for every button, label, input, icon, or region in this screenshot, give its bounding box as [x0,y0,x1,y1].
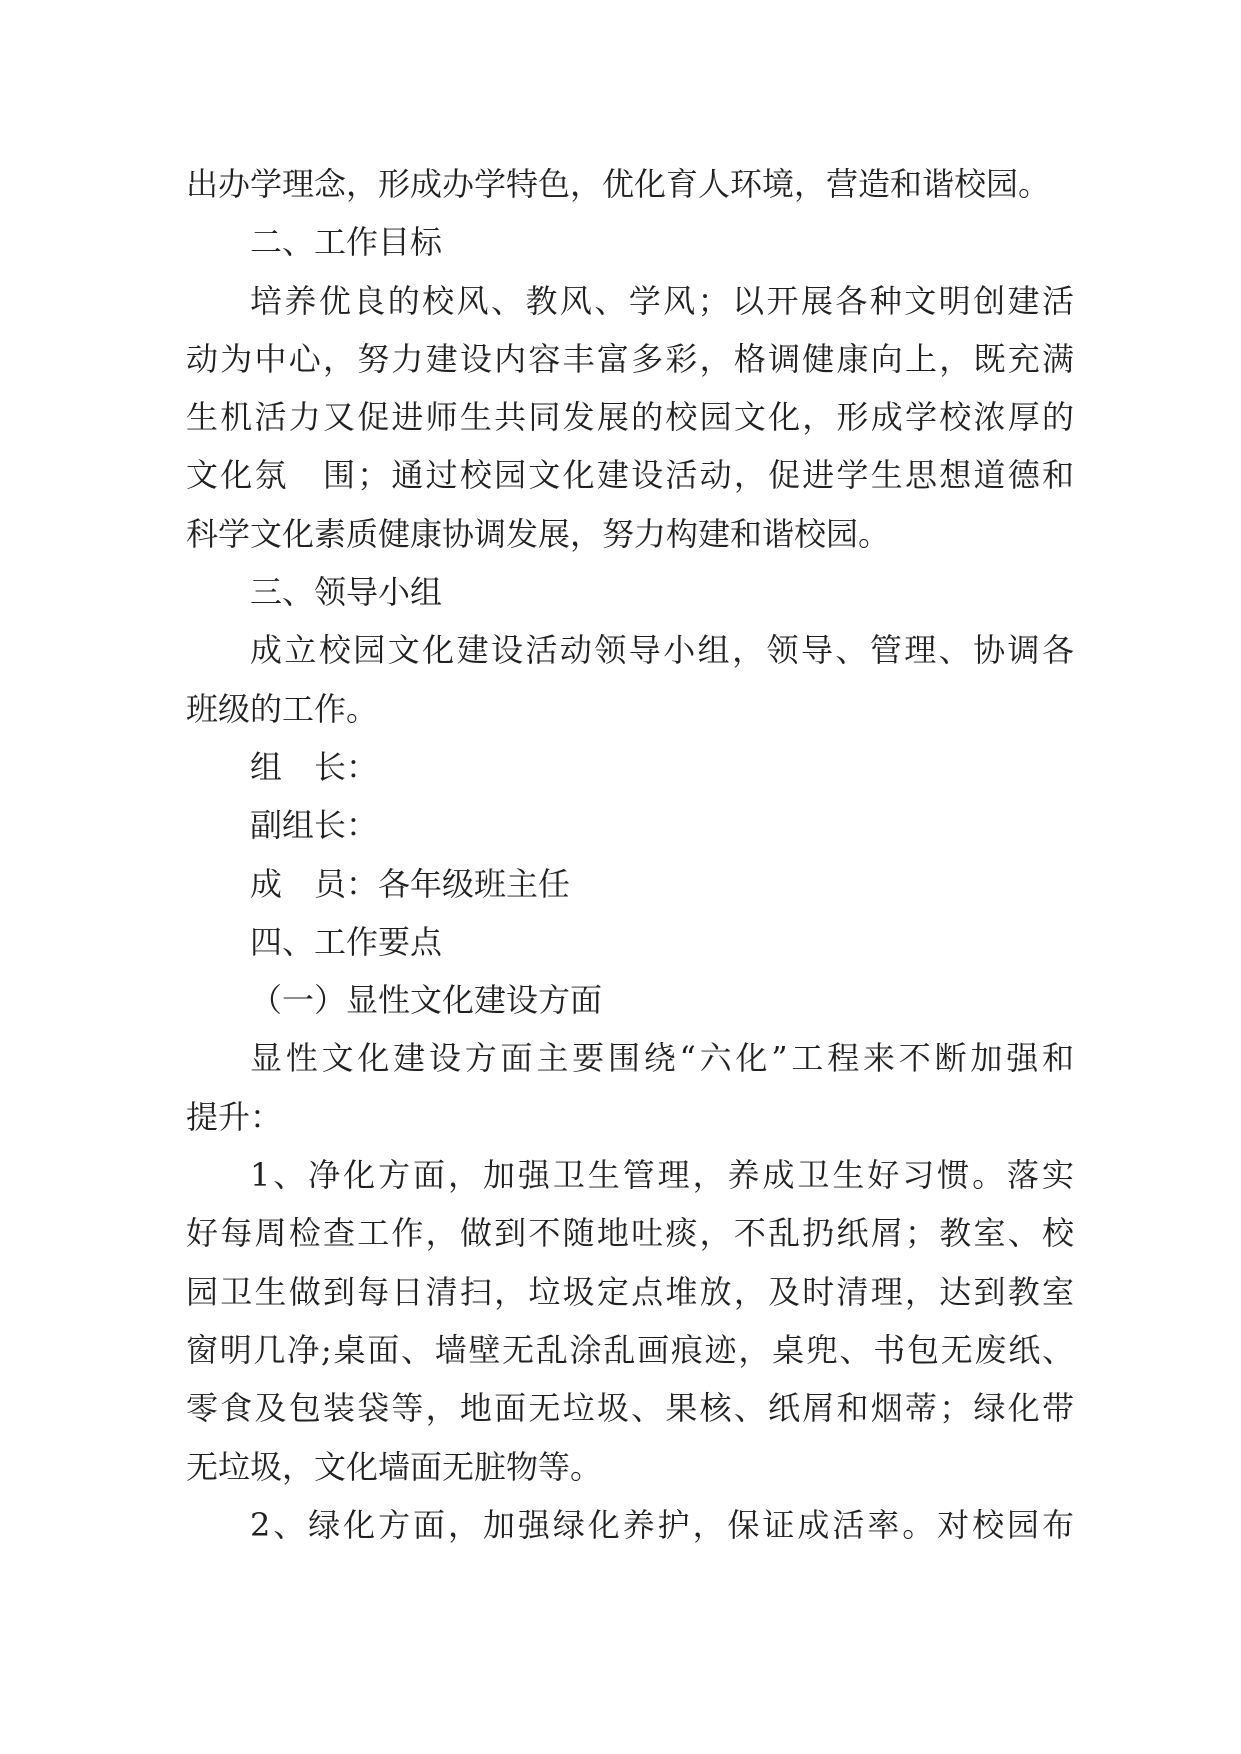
text-line: 培养优良的校风、教风、学风；以开展各种文明创建活 [250,281,1074,320]
text-line: 成立校园文化建设活动领导小组，领导、管理、协调各 [250,631,1074,670]
text-line: 副组长： [250,806,379,845]
text-line: 文化氛 围；通过校园文化建设活动，促进学生思想道德和 [186,456,1074,495]
text-line: 零食及包装袋等，地面无垃圾、果核、纸屑和烟蒂；绿化带 [186,1389,1074,1428]
text-line: 生机活力又促进师生共同发展的校园文化，形成学校浓厚的 [186,398,1074,437]
text-line: 园卫生做到每日清扫，垃圾定点堆放，及时清理，达到教室 [186,1272,1074,1311]
text-line: 动为中心，努力建设内容丰富多彩，格调健康向上，既充满 [186,339,1074,378]
text-line: 成 员：各年级班主任 [250,864,571,903]
text-line: 出办学理念，形成办学特色，优化育人环境，营造和谐校园。 [186,165,1051,203]
text-line: 二、工作目标 [250,223,443,262]
text-line: 2、绿化方面，加强绿化养护，保证成活率。对校园布 [250,1505,1074,1544]
text-line: 班级的工作。 [186,689,379,728]
text-line: 好每周检查工作，做到不随地吐痰，不乱扔纸屑；教室、校 [186,1214,1074,1253]
text-line: （一）显性文化建设方面 [250,981,603,1020]
text-line: 科学文化素质健康协调发展，努力构建和谐校园。 [186,514,891,553]
text-line: 显性文化建设方面主要围绕“六化”工程来不断加强和 [250,1039,1074,1078]
text-line: 窗明几净;桌面、墙壁无乱涂乱画痕迹，桌兜、书包无废纸、 [186,1330,1074,1369]
document-body [186,155,1074,1554]
text-line: 组 长： [250,747,379,786]
text-line: 提升： [186,1097,283,1136]
text-line: 四、工作要点 [250,922,443,961]
text-line: 1、净化方面，加强卫生管理，养成卫生好习惯。落实 [250,1156,1074,1195]
text-line: 无垃圾，文化墙面无脏物等。 [186,1447,603,1486]
text-line: 三、领导小组 [250,573,443,612]
